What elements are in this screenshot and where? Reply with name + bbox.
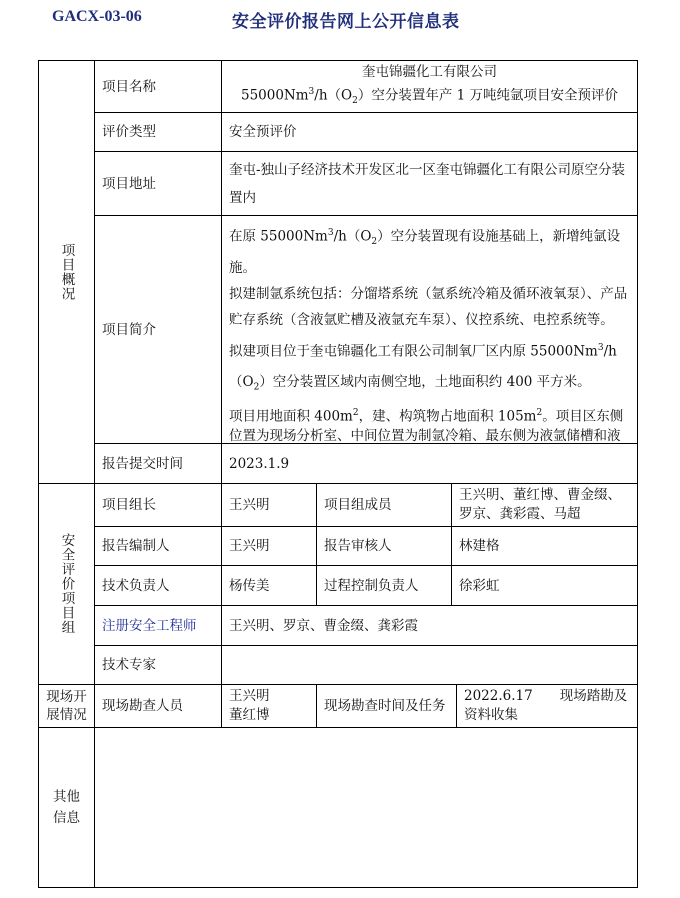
members-value: 王兴明、董红博、曹金缀、罗京、龚彩霞、马超 [459, 487, 621, 522]
project-name-label-cell [94, 60, 222, 113]
process-control-value-cell [451, 565, 638, 606]
project-name-line1: 奎屯锦疆化工有限公司 [362, 63, 497, 80]
section-project-overview [38, 60, 95, 484]
members-label: 项目组成员 [324, 497, 392, 513]
intro-paragraph-2: 拟建制氩系统包括：分馏塔系统（氩系统冷箱及循环液氧泵）、产品贮存系统（含液氩贮槽及液氩充车泵）、仪控系统、电控系统等。 [229, 286, 628, 329]
survey-time-task-value-cell [456, 684, 638, 728]
project-name-label: 项目名称 [102, 78, 156, 95]
address-label: 项目地址 [102, 175, 156, 192]
engineer-value: 王兴明、罗京、曹金缀、龚彩霞 [229, 617, 418, 634]
leader-value: 王兴明 [229, 497, 270, 513]
submit-time-label: 报告提交时间 [102, 455, 183, 472]
leader-label: 项目组长 [102, 497, 156, 513]
intro-paragraph-3: 拟建项目位于奎屯锦疆化工有限公司制氧厂区内原 $55000Nm^3/h(O_2)$空分装置区域内南侧空地，土地面积约 400 平方米。 [229, 343, 617, 393]
form-code: GACX-03-06 [52, 8, 142, 25]
tech-lead-label-cell [94, 565, 222, 606]
eval-type-value-cell [221, 112, 638, 152]
tech-lead-label: 技术负责人 [102, 577, 170, 594]
author-label-cell [94, 526, 222, 566]
engineer-value-cell [221, 605, 638, 646]
leader-value-cell [221, 483, 317, 527]
section-label: 安全评价项目组 [58, 533, 75, 635]
intro-value-cell [221, 215, 638, 444]
page-title: 安全评价报告网上公开信息表 [232, 12, 460, 32]
process-control-value: 徐彩虹 [459, 577, 500, 594]
process-control-label-cell [316, 565, 452, 606]
reviewer-label: 报告审核人 [324, 538, 392, 554]
leader-label-cell [94, 483, 222, 527]
tech-lead-value-cell [221, 565, 317, 606]
process-control-label: 过程控制负责人 [324, 577, 419, 594]
eval-type-label-cell [94, 112, 222, 152]
members-label-cell [316, 483, 452, 527]
expert-label: 技术专家 [102, 657, 156, 673]
author-label: 报告编制人 [102, 538, 170, 554]
members-value-cell [451, 483, 638, 527]
surveyors-value-cell [221, 684, 317, 728]
reviewer-label-cell [316, 526, 452, 566]
surveyors-label: 现场勘查人员 [102, 698, 183, 714]
reviewer-value-cell [451, 526, 638, 566]
address-value-cell [221, 151, 638, 216]
engineer-label-cell [94, 605, 222, 646]
intro-label-cell [94, 215, 222, 444]
expert-value-cell [221, 645, 638, 685]
surveyors-label-cell [94, 684, 222, 728]
submit-time-value: 2023.1.9 [229, 455, 290, 472]
expert-label-cell [94, 645, 222, 685]
intro-label: 项目简介 [102, 321, 156, 338]
section-label: 其他信息 [53, 788, 80, 826]
submit-time-value-cell [221, 443, 638, 484]
other-info-value-cell [94, 727, 638, 888]
reviewer-value: 林建格 [459, 538, 500, 554]
surveyor-2: 董红博 [229, 707, 270, 723]
tech-lead-value: 杨传美 [229, 577, 270, 594]
author-value-cell [221, 526, 317, 566]
section-label: 项目概况 [58, 243, 75, 301]
eval-type-label: 评价类型 [102, 124, 156, 140]
submit-time-label-cell [94, 443, 222, 484]
intro-paragraph-4: 项目用地面积 $400m^2$，建、构筑物占地面积 $105m^2$。项目区东侧位置为现场分析室、中间位置为制氩冷箱、最东侧为液氩储槽和液 [229, 408, 624, 444]
eval-type-value: 安全预评价 [229, 124, 297, 140]
surveyor-1: 王兴明 [229, 688, 270, 704]
address-value: 奎屯-独山子经济技术开发区北一区奎屯锦疆化工有限公司原空分装置内 [229, 161, 626, 206]
engineer-label: 注册安全工程师 [102, 617, 197, 634]
info-table [38, 60, 638, 888]
project-name-line2: $55000Nm^3/h(O_2)$空分装置年产 1 万吨纯氩项目安全预评价 [240, 86, 618, 107]
section-other-info [38, 727, 95, 888]
section-evaluation-team [38, 483, 95, 685]
section-label: 现场开展情况 [46, 689, 87, 723]
survey-time-task-label-cell [316, 684, 457, 728]
intro-paragraph-1: 在原 $55000Nm^3/h(O_2)$空分装置现有设施基础上，新增纯氩设施。 [229, 228, 621, 277]
survey-time-task-value: 2022.6.17 现场踏勘及资料收集 [464, 688, 628, 723]
survey-time-task-label: 现场勘查时间及任务 [324, 698, 446, 714]
author-value: 王兴明 [229, 538, 270, 554]
section-site-work [38, 684, 95, 728]
address-label-cell [94, 151, 222, 216]
project-name-value-cell [221, 60, 638, 113]
